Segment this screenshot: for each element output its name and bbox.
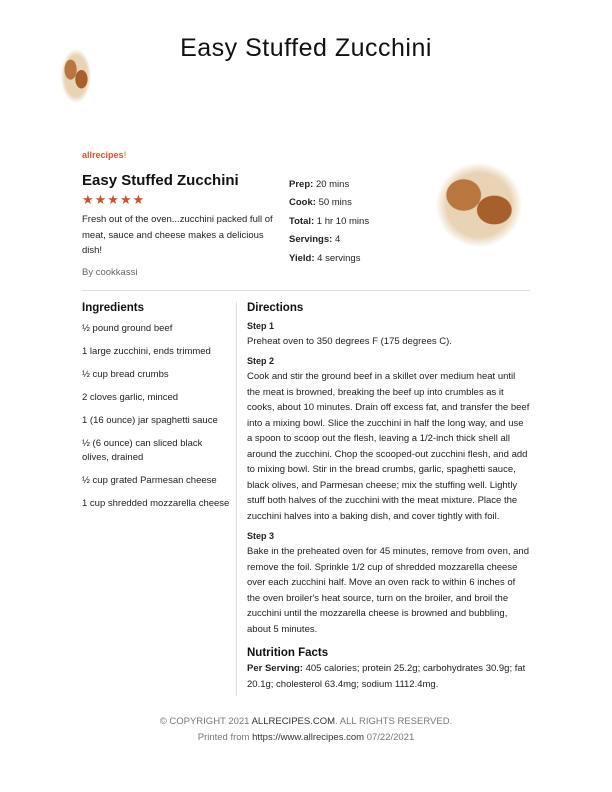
byline: By cookkassi (82, 266, 138, 278)
meta-cook: Cook: 50 mins (289, 197, 352, 209)
step-label: Step 1 (247, 320, 275, 331)
step-text: Preheat oven to 350 degrees F (175 degrees C). (247, 335, 452, 347)
rating-stars: ★★★★★ (82, 192, 146, 207)
ingredient-item: ½ cup bread crumbs (82, 368, 169, 380)
recipe-image (428, 155, 530, 255)
ingredients-section (82, 302, 236, 697)
ingredient-item: ½ cup grated Parmesan cheese (82, 474, 217, 486)
directions-section (236, 302, 530, 697)
ingredient-item: 1 large zucchini, ends trimmed (82, 345, 211, 357)
footer (0, 714, 612, 765)
nutrition-heading: Nutrition Facts (247, 647, 329, 659)
print-date: 07/22/2021 (364, 731, 415, 743)
step-text: Cook and stir the ground beef in a skillet over medium heat until the meat is browned, breaking the beef up into crumbles as it cooks, about 10 minutes. Drain off excess fat, and transfer the beef into a mixing bowl. Slice the zucchini in half the long way, and use a spoon to scoop out the flesh, leaving a 1/2-inch thick shell all around the zucchini. Chop the scooped-out zucchini flesh, and add to mixing bowl. Stir in the bread crumbs, garlic, spaghetti sauce, black olives, and Parmesan cheese; mix the stuffing well. Lightly stuff both halves of the zucchini with the meat mixture. Place the zucchini halves into a baking dish, and cover tightly with foil. (247, 371, 530, 522)
divider (82, 290, 530, 291)
ingredient-item: 1 cup shredded mozzarella cheese (82, 497, 230, 509)
site-link[interactable]: ALLRECIPES.COM (251, 716, 336, 727)
source-url[interactable]: https://www.allrecipes.com (252, 731, 365, 743)
meta-servings: Servings: 4 (289, 234, 341, 246)
ingredient-item: 1 (16 ounce) jar spaghetti sauce (82, 414, 218, 426)
step-text: Bake in the preheated oven for 45 minutes, remove from oven, and remove the foil. Sprinkle 1/2 cup of shredded mozzarella cheese over each zucchini half. Move an oven rack to within 6 inches of the oven broiler's heat source, turn on the broiler, and broil the zucchini until the mozzarella cheese is browned and bubbling, about 5 minutes. (247, 546, 529, 635)
ingredients-heading: Ingredients (82, 301, 144, 314)
recipe-title: Easy Stuffed Zucchini (82, 172, 239, 189)
nutrition-section (247, 647, 530, 692)
recipe-description: Fresh out of the oven...zucchini packed full of meat, sauce and cheese makes a delicious dish! (82, 214, 273, 256)
recipe-body (82, 302, 530, 697)
nutrition-text: 405 calories; protein 25.2g; carbohydrates 30.9g; fat 20.1g; cholesterol 63.4mg; sodium 1112.4mg. (247, 663, 526, 690)
ingredient-item: 2 cloves garlic, minced (82, 391, 179, 403)
recipe-summary (82, 150, 282, 278)
ingredient-item: ½ (6 ounce) can sliced black olives, drained (82, 437, 203, 463)
step-label: Step 2 (247, 356, 275, 366)
document-title: Easy Stuffed Zucchini (180, 34, 432, 62)
thumbnail-image (58, 44, 94, 108)
allrecipes-logo: allrecipes! (82, 150, 127, 160)
recipe-meta (289, 176, 419, 268)
meta-prep: Prep: 20 mins (289, 179, 350, 190)
printed-from-text: Printed from (197, 731, 253, 743)
nutrition-label: Per Serving: (247, 663, 303, 674)
meta-yield: Yield: 4 servings (289, 252, 361, 264)
ingredient-item: ½ pound ground beef (82, 322, 173, 334)
step-label: Step 3 (247, 531, 275, 541)
recipe-content (82, 150, 530, 765)
copyright-suffix: . ALL RIGHTS RESERVED. (335, 716, 453, 727)
copyright-text: © COPYRIGHT 2021 (159, 716, 252, 727)
recipe-header (82, 150, 530, 278)
meta-total: Total: 1 hr 10 mins (289, 215, 370, 227)
directions-heading: Directions (247, 301, 304, 314)
